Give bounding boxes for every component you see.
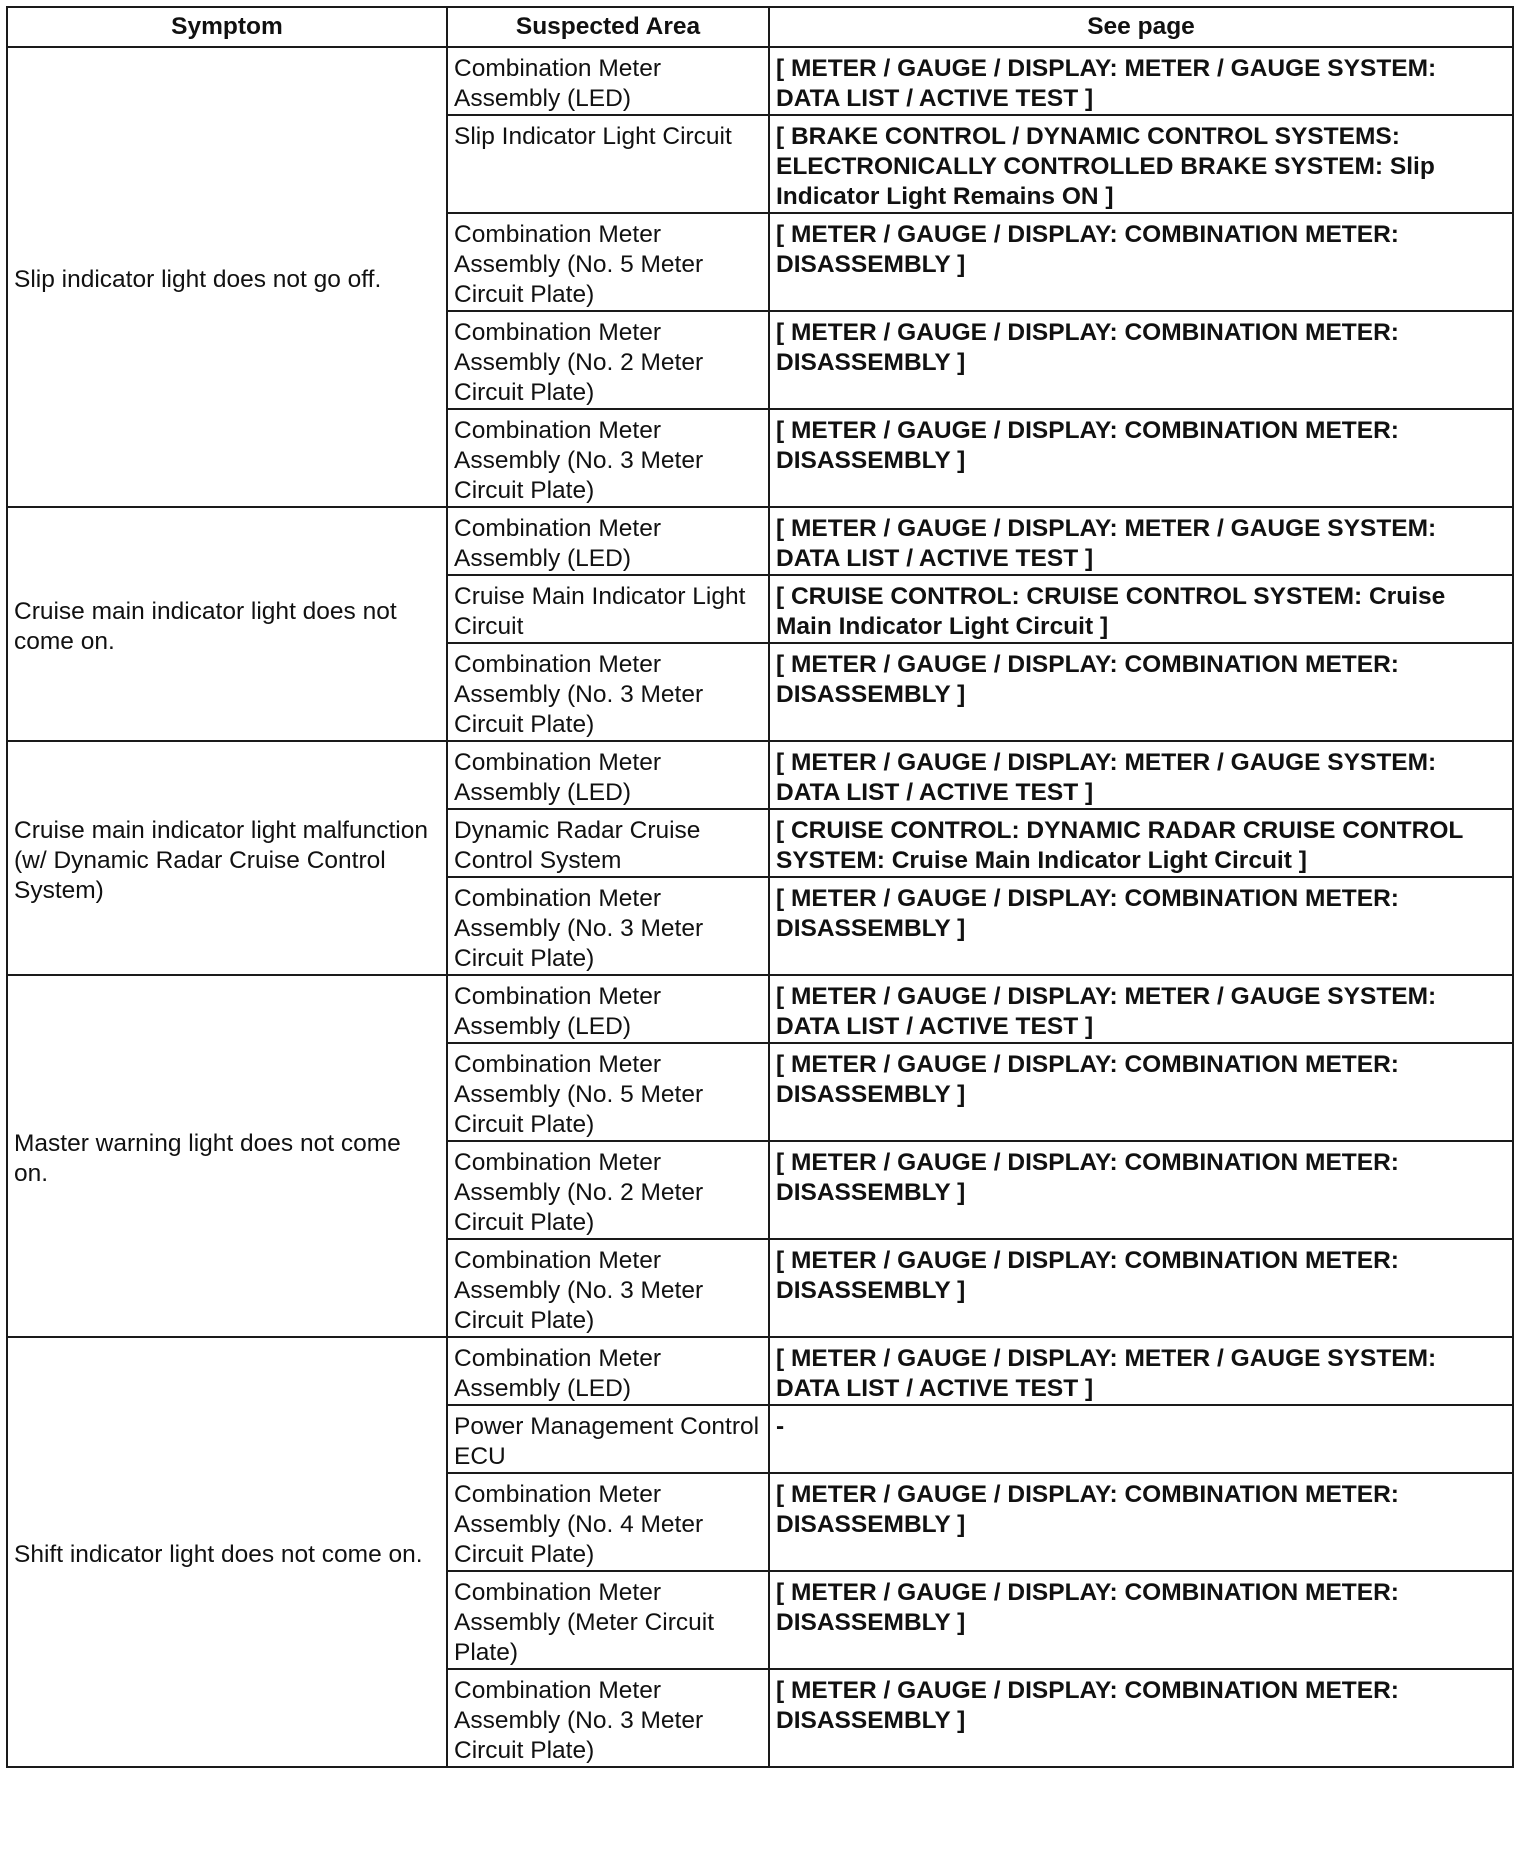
suspected-area-cell: Combination Meter Assembly (No. 4 Meter Circuit Plate) (447, 1473, 769, 1571)
symptom-cell: Cruise main indicator light does not come on. (7, 507, 447, 741)
see-page-cell: [ METER / GAUGE / DISPLAY: METER / GAUGE SYSTEM: DATA LIST / ACTIVE TEST ] (769, 741, 1513, 809)
symptom-cell: Shift indicator light does not come on. (7, 1337, 447, 1767)
see-page-cell: [ METER / GAUGE / DISPLAY: METER / GAUGE SYSTEM: DATA LIST / ACTIVE TEST ] (769, 975, 1513, 1043)
suspected-area-cell: Combination Meter Assembly (LED) (447, 741, 769, 809)
see-page-cell: [ CRUISE CONTROL: DYNAMIC RADAR CRUISE CONTROL SYSTEM: Cruise Main Indicator Light Circuit ] (769, 809, 1513, 877)
suspected-area-cell: Combination Meter Assembly (No. 3 Meter Circuit Plate) (447, 643, 769, 741)
suspected-area-cell: Cruise Main Indicator Light Circuit (447, 575, 769, 643)
suspected-area-cell: Combination Meter Assembly (LED) (447, 1337, 769, 1405)
suspected-area-cell: Combination Meter Assembly (Meter Circuit Plate) (447, 1571, 769, 1669)
see-page-cell: - (769, 1405, 1513, 1473)
suspected-area-cell: Combination Meter Assembly (No. 3 Meter Circuit Plate) (447, 1239, 769, 1337)
see-page-cell: [ METER / GAUGE / DISPLAY: METER / GAUGE SYSTEM: DATA LIST / ACTIVE TEST ] (769, 507, 1513, 575)
symptom-cell: Cruise main indicator light malfunction (w/ Dynamic Radar Cruise Control System) (7, 741, 447, 975)
see-page-cell: [ METER / GAUGE / DISPLAY: COMBINATION METER: DISASSEMBLY ] (769, 643, 1513, 741)
suspected-area-cell: Combination Meter Assembly (No. 2 Meter Circuit Plate) (447, 1141, 769, 1239)
see-page-cell: [ METER / GAUGE / DISPLAY: COMBINATION METER: DISASSEMBLY ] (769, 1473, 1513, 1571)
see-page-cell: [ METER / GAUGE / DISPLAY: COMBINATION METER: DISASSEMBLY ] (769, 409, 1513, 507)
suspected-area-cell: Dynamic Radar Cruise Control System (447, 809, 769, 877)
see-page-cell: [ METER / GAUGE / DISPLAY: COMBINATION METER: DISASSEMBLY ] (769, 213, 1513, 311)
see-page-cell: [ METER / GAUGE / DISPLAY: COMBINATION METER: DISASSEMBLY ] (769, 877, 1513, 975)
see-page-cell: [ CRUISE CONTROL: CRUISE CONTROL SYSTEM: Cruise Main Indicator Light Circuit ] (769, 575, 1513, 643)
see-page-cell: [ METER / GAUGE / DISPLAY: COMBINATION METER: DISASSEMBLY ] (769, 1239, 1513, 1337)
table-row (7, 1337, 1513, 1405)
table-row (7, 47, 1513, 115)
symptom-table-wrapper (6, 6, 1512, 1768)
suspected-area-cell: Power Management Control ECU (447, 1405, 769, 1473)
table-row (7, 507, 1513, 575)
see-page-cell: [ METER / GAUGE / DISPLAY: COMBINATION METER: DISASSEMBLY ] (769, 1669, 1513, 1767)
see-page-cell: [ METER / GAUGE / DISPLAY: COMBINATION METER: DISASSEMBLY ] (769, 1043, 1513, 1141)
suspected-area-cell: Combination Meter Assembly (LED) (447, 507, 769, 575)
see-page-cell: [ METER / GAUGE / DISPLAY: METER / GAUGE SYSTEM: DATA LIST / ACTIVE TEST ] (769, 47, 1513, 115)
see-page-cell: [ METER / GAUGE / DISPLAY: COMBINATION METER: DISASSEMBLY ] (769, 311, 1513, 409)
suspected-area-cell: Combination Meter Assembly (No. 3 Meter Circuit Plate) (447, 409, 769, 507)
suspected-area-cell: Combination Meter Assembly (LED) (447, 975, 769, 1043)
suspected-area-cell: Combination Meter Assembly (No. 2 Meter Circuit Plate) (447, 311, 769, 409)
table-row (7, 975, 1513, 1043)
see-page-cell: [ METER / GAUGE / DISPLAY: COMBINATION METER: DISASSEMBLY ] (769, 1571, 1513, 1669)
suspected-area-cell: Combination Meter Assembly (No. 5 Meter Circuit Plate) (447, 1043, 769, 1141)
symptom-cell: Slip indicator light does not go off. (7, 47, 447, 507)
table-body (7, 47, 1513, 1767)
header-suspected-area: Suspected Area (447, 7, 769, 47)
header-see-page: See page (769, 7, 1513, 47)
symptom-cell: Master warning light does not come on. (7, 975, 447, 1337)
header-row (7, 7, 1513, 47)
symptom-table (6, 6, 1514, 1768)
see-page-cell: [ METER / GAUGE / DISPLAY: METER / GAUGE SYSTEM: DATA LIST / ACTIVE TEST ] (769, 1337, 1513, 1405)
suspected-area-cell: Slip Indicator Light Circuit (447, 115, 769, 213)
see-page-cell: [ BRAKE CONTROL / DYNAMIC CONTROL SYSTEMS: ELECTRONICALLY CONTROLLED BRAKE SYSTEM: Slip Indicator Light Remains ON ] (769, 115, 1513, 213)
table-row (7, 741, 1513, 809)
header-symptom: Symptom (7, 7, 447, 47)
suspected-area-cell: Combination Meter Assembly (No. 3 Meter Circuit Plate) (447, 877, 769, 975)
suspected-area-cell: Combination Meter Assembly (LED) (447, 47, 769, 115)
suspected-area-cell: Combination Meter Assembly (No. 3 Meter Circuit Plate) (447, 1669, 769, 1767)
see-page-cell: [ METER / GAUGE / DISPLAY: COMBINATION METER: DISASSEMBLY ] (769, 1141, 1513, 1239)
table-header (7, 7, 1513, 47)
suspected-area-cell: Combination Meter Assembly (No. 5 Meter Circuit Plate) (447, 213, 769, 311)
